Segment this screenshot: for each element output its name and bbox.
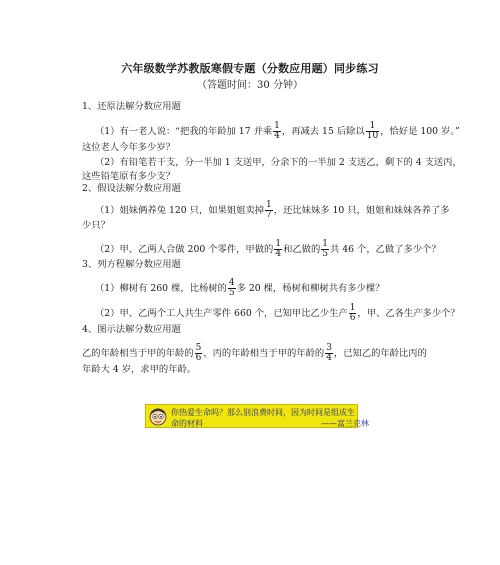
question-4-1-line2: 年龄大 4 岁，求甲的年龄。 bbox=[82, 364, 197, 375]
question-1-2-line2: 这些铅笔原有多少支？ bbox=[82, 171, 175, 182]
quote-banner bbox=[145, 404, 369, 428]
question-2-1-line2: 少只？ bbox=[82, 220, 110, 231]
question-2-2: （2）甲、乙两人合做 200 个零件，甲做的 $\frac{1}{4}$ 和乙做的 $\frac{1}{5}$ 共 46 个，乙做了多少个？ bbox=[95, 239, 441, 259]
fraction: $\frac{1}{5}$ bbox=[322, 239, 328, 259]
question-2-1: （1）姐妹俩养兔 120 只，如果姐姐卖掉 $\frac{1}{7}$ ，还比妹妹多 10 只，姐姐和妹妹各养了多 bbox=[95, 200, 450, 220]
fraction: $\frac{1}{4}$ bbox=[274, 121, 280, 141]
quote-line-1: 你热爱生命吗？那么别浪费时间，因为时间是组成生 bbox=[171, 408, 355, 417]
quote-line-2: 命的材料 bbox=[171, 419, 203, 428]
page-subtitle: （答题时间：30 分钟） bbox=[197, 80, 303, 91]
section-4-heading: 4、图示法解分数应用题 bbox=[82, 324, 181, 335]
fraction: $\frac{1}{6}$ bbox=[349, 303, 356, 323]
question-1-2: （2）有铅笔若干支，分一半加 1 支送甲，分余下的一半加 2 支送乙，剩下的 4 支送丙， bbox=[95, 157, 462, 168]
section-2-heading: 2、假设法解分数应用题 bbox=[82, 183, 181, 194]
fraction: $\frac{5}{6}$ bbox=[195, 343, 202, 363]
question-1-1: （1）有一老人说：“把我的年龄加 17 并乘 $\frac{1}{4}$ ，再减去 15 后除以 $\frac{1}{10}$ ，恰好是 100 岁。” bbox=[95, 121, 460, 141]
fraction: $\frac{1}{4}$ bbox=[275, 239, 282, 259]
fraction: $\frac{1}{7}$ bbox=[266, 200, 272, 220]
cartoon-boy-icon bbox=[148, 406, 168, 426]
question-1-1-line2: 这位老人今年多少岁？ bbox=[82, 142, 175, 153]
fraction: $\frac{1}{10}$ bbox=[366, 121, 379, 141]
section-1-heading: 1、还原法解分数应用题 bbox=[82, 101, 181, 112]
question-4-1: 乙的年龄相当于甲的年龄的 $\frac{5}{6}$ ，丙的年龄相当于甲的年龄的 $\frac{3}{4}$ ，已知乙的年龄比丙的 bbox=[82, 343, 427, 363]
fraction: $\frac{3}{4}$ bbox=[326, 343, 332, 363]
page-title: 六年级数学苏教版寒假专题（分数应用题）同步练习 bbox=[121, 62, 379, 75]
question-3-2: （2）甲、乙两个工人共生产零件 660 个，已知甲比乙少生产 $\frac{1}{6}$ ，甲、乙各生产多少个？ bbox=[95, 303, 460, 323]
fraction: $\frac{4}{5}$ bbox=[228, 278, 235, 298]
section-3-heading: 3、列方程解分数应用题 bbox=[82, 259, 181, 270]
question-3-1: （1）柳树有 260 棵，比杨树的 $\frac{4}{5}$ 多 20 棵，杨树和柳树共有多少棵？ bbox=[95, 278, 385, 298]
quote-author: ——富兰克林 bbox=[321, 419, 369, 428]
